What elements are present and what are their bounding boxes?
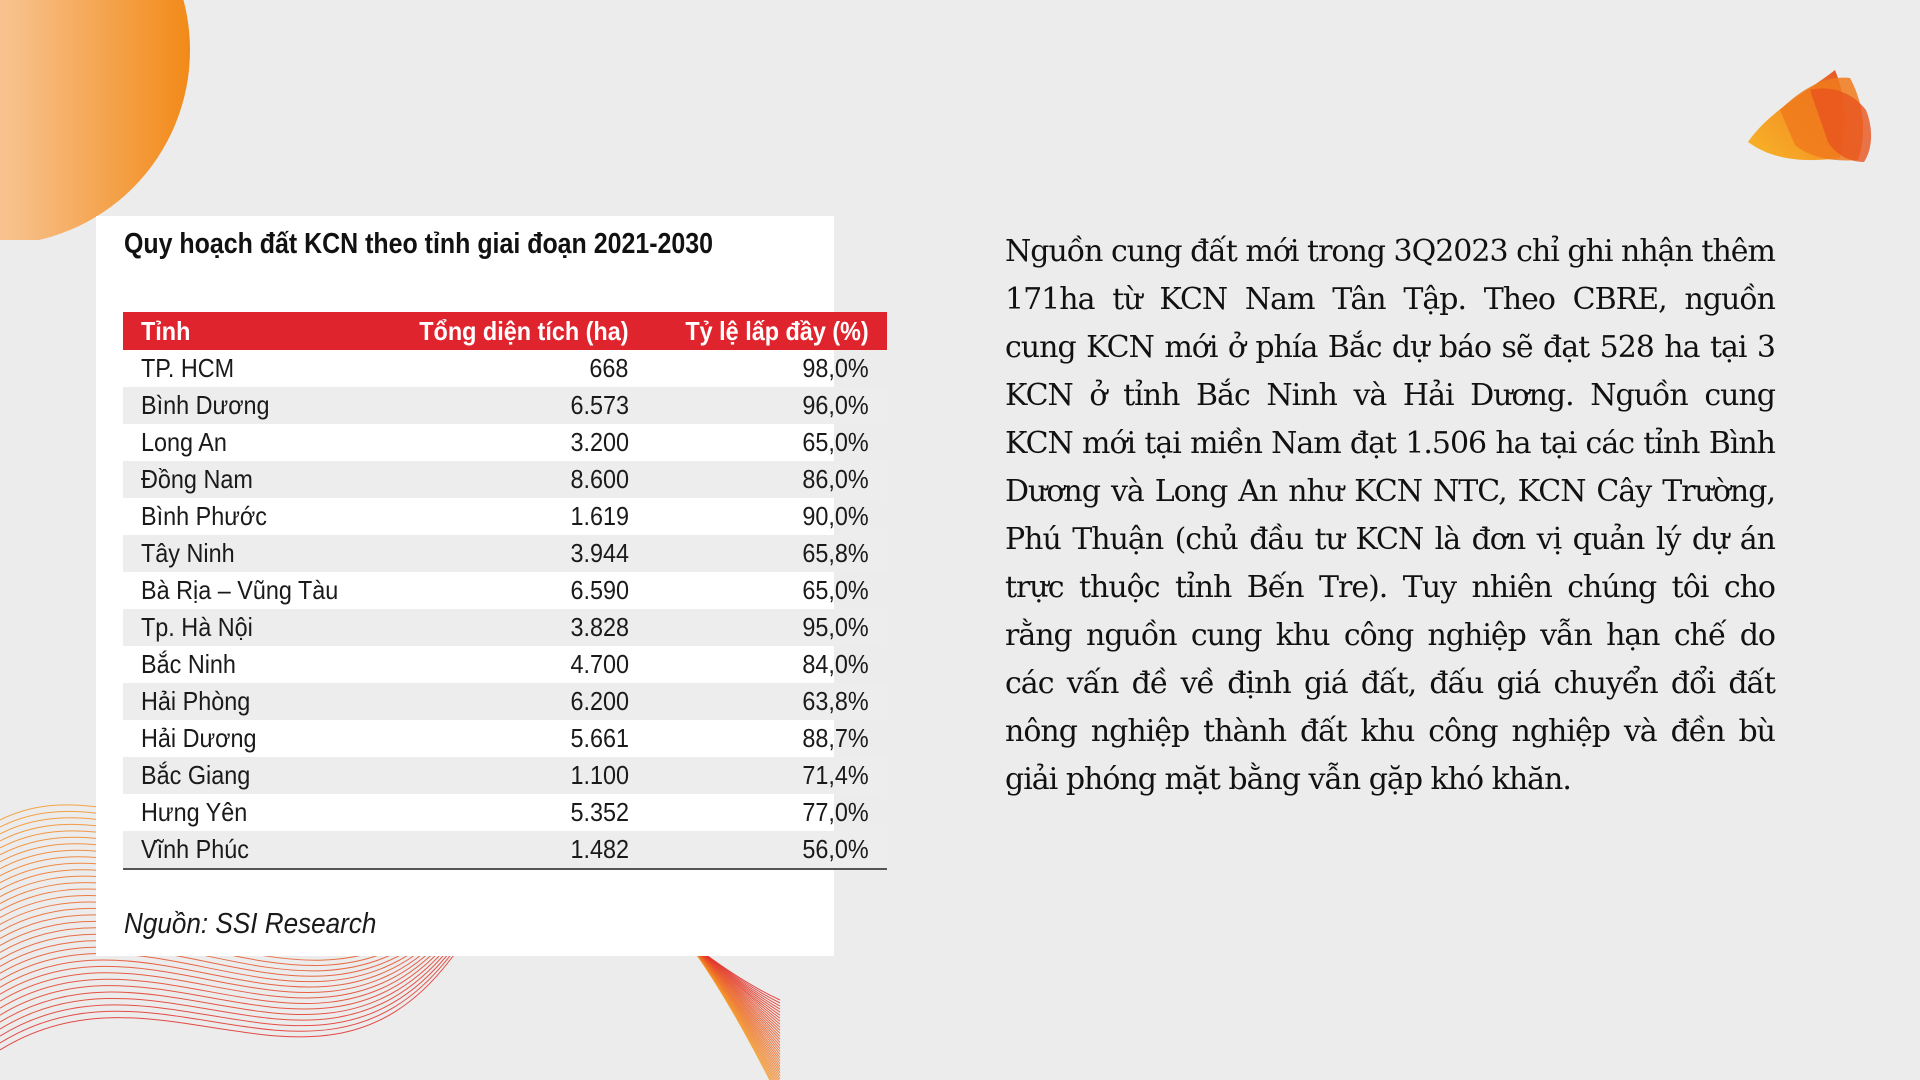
total-area-cell: 6.590: [570, 575, 629, 605]
total-area-cell: 3.828: [378, 609, 647, 646]
province-cell: Đồng Nam: [123, 461, 378, 498]
total-area-cell: 5.661: [570, 723, 629, 753]
table-row: [123, 498, 887, 535]
province-cell: Bà Rịa – Vũng Tàu: [141, 575, 339, 605]
total-area-cell: 3.200: [570, 427, 629, 457]
province-cell: Bình Dương: [123, 387, 378, 424]
table-row: [123, 609, 887, 646]
province-cell: Long An: [141, 427, 227, 457]
column-header: Tổng diện tích (ha): [378, 312, 647, 350]
occupancy-rate-cell: 84,0%: [802, 649, 869, 679]
table-row: [123, 387, 887, 424]
table-source: Nguồn: SSI Research: [124, 908, 377, 940]
occupancy-rate-cell: 77,0%: [802, 797, 869, 827]
occupancy-rate-cell: 71,4%: [647, 757, 887, 794]
occupancy-rate-cell: 65,0%: [802, 575, 869, 605]
province-cell: TP. HCM: [141, 353, 235, 383]
occupancy-rate-cell: 88,7%: [802, 723, 869, 753]
province-cell: Hải Dương: [141, 723, 257, 753]
province-cell: Bình Phước: [141, 501, 267, 531]
province-cell: Hải Phòng: [123, 683, 378, 720]
total-area-cell: 5.352: [570, 797, 629, 827]
table-row: [123, 424, 887, 461]
occupancy-rate-cell: 95,0%: [647, 609, 887, 646]
occupancy-rate-cell: 96,0%: [647, 387, 887, 424]
table-row: [123, 683, 887, 720]
flame-wing-logo-icon: [1740, 50, 1880, 170]
province-cell: Vĩnh Phúc: [123, 831, 378, 869]
body-paragraph: Nguồn cung đất mới trong 3Q2023 chỉ ghi nhận thêm 171ha từ KCN Nam Tân Tập. Theo CBRE, nguồn cung KCN mới ở phía Bắc dự báo sẽ đạt 528 ha tại 3 KCN ở tỉnh Bắc Ninh và Hải Dương. Nguồn cung KCN mới tại miền Nam đạt 1.506 ha tại các tỉnh Bình Dương và Long An như KCN NTC, KCN Cây Trường, Phú Thuận (chủ đầu tư KCN là đơn vị quản lý dự án trực thuộc tỉnh Bến Tre). Tuy nhiên chúng tôi cho rằng nguồn cung khu công nghiệp vẫn hạn chế do các vấn đề về định giá đất, đấu giá chuyển đổi đất nông nghiệp thành đất khu công nghiệp và đền bù giải phóng mặt bằng vẫn gặp khó khăn.: [1005, 234, 1775, 797]
table-row: [123, 720, 887, 757]
occupancy-rate-cell: 86,0%: [647, 461, 887, 498]
total-area-cell: 3.944: [378, 535, 647, 572]
province-cell: Bắc Ninh: [141, 649, 236, 679]
province-cell: Tây Ninh: [123, 535, 378, 572]
total-area-cell: 1.619: [570, 501, 629, 531]
table-row: [123, 831, 887, 869]
table-row: [123, 535, 887, 572]
corner-gradient-circle: [0, 0, 200, 240]
industrial-land-table: [123, 312, 887, 870]
table-row: [123, 572, 887, 609]
table-row: [123, 461, 887, 498]
occupancy-rate-cell: 56,0%: [647, 831, 887, 869]
table-title: Quy hoạch đất KCN theo tỉnh giai đoạn 2021-2030: [124, 228, 713, 260]
total-area-cell: 6.200: [378, 683, 647, 720]
occupancy-rate-cell: 98,0%: [802, 353, 869, 383]
table-header-row: [123, 312, 887, 350]
occupancy-rate-cell: 65,0%: [802, 427, 869, 457]
table-row: [123, 646, 887, 683]
total-area-cell: 8.600: [378, 461, 647, 498]
table-row: [123, 757, 887, 794]
table-row: [123, 350, 887, 387]
table-card: [96, 216, 869, 956]
table-row: [123, 794, 887, 831]
occupancy-rate-cell: 90,0%: [802, 501, 869, 531]
occupancy-rate-cell: 63,8%: [647, 683, 887, 720]
total-area-cell: 1.482: [378, 831, 647, 869]
province-cell: Hưng Yên: [141, 797, 248, 827]
total-area-cell: 4.700: [570, 649, 629, 679]
column-header: Tỷ lệ lấp đầy (%): [647, 312, 887, 350]
column-header: Tỉnh: [123, 312, 378, 350]
total-area-cell: 1.100: [378, 757, 647, 794]
total-area-cell: 6.573: [378, 387, 647, 424]
total-area-cell: 668: [589, 353, 629, 383]
province-cell: Bắc Giang: [123, 757, 378, 794]
occupancy-rate-cell: 65,8%: [647, 535, 887, 572]
province-cell: Tp. Hà Nội: [123, 609, 378, 646]
